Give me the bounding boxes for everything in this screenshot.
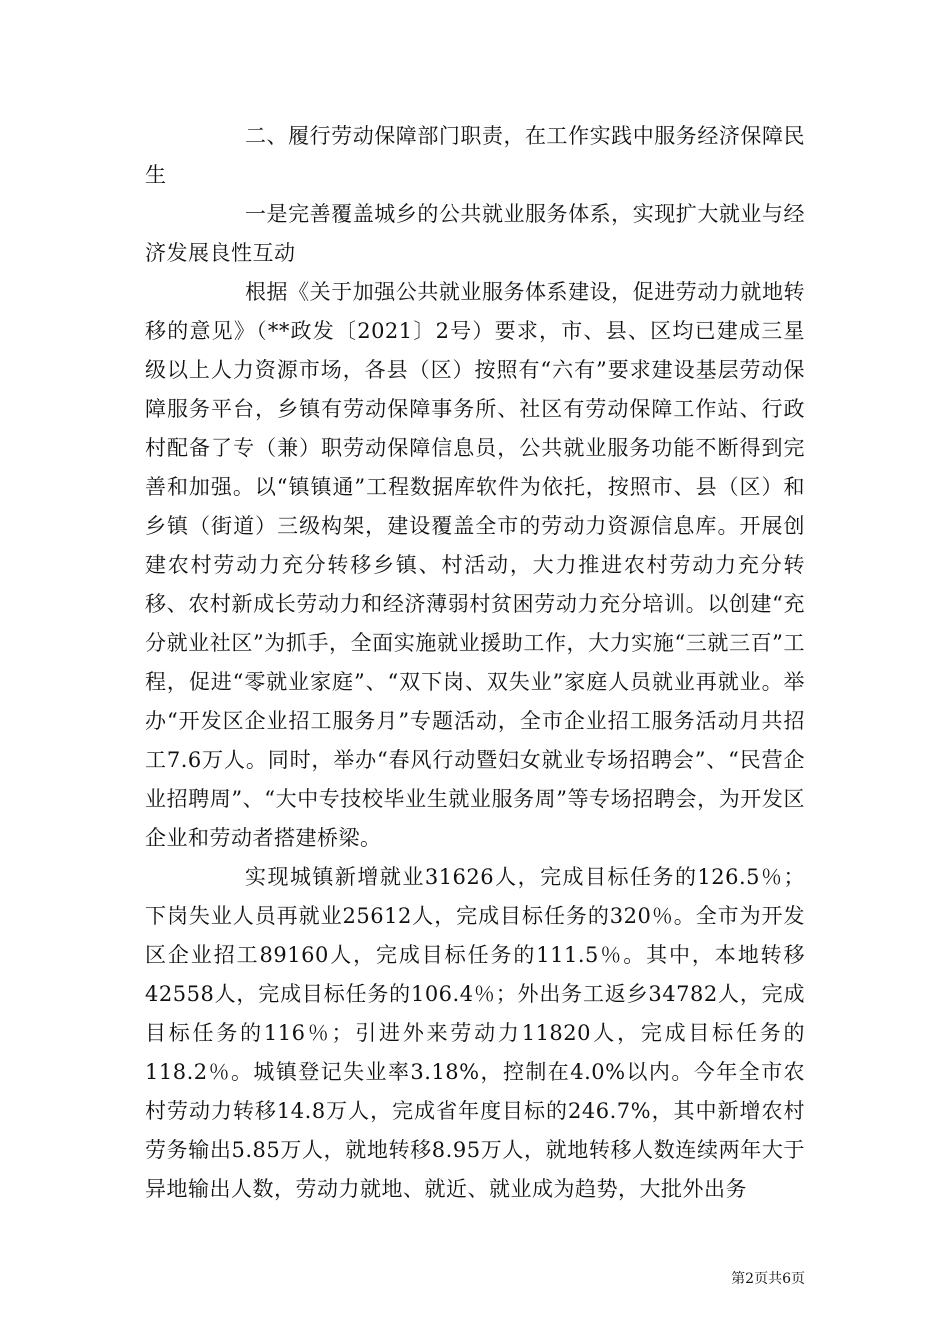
subsection-heading: 一是完善覆盖城乡的公共就业服务体系，实现扩大就业与经济发展良性互动 bbox=[145, 202, 805, 265]
document-body bbox=[145, 117, 805, 1209]
page-number-footer: 第2页共6页 bbox=[731, 1271, 805, 1287]
section-heading: 二、履行劳动保障部门职责，在工作实践中服务经济保障民生 bbox=[145, 124, 805, 187]
statistics-paragraph: 实现城镇新增就业31626人，完成目标任务的126.5％；下岗失业人员再就业25612人，完成目标任务的320％。全市为开发区企业招工89160人，完成目标任务的111.5％。其中，本地转移42558人，完成目标任务的106.4％；外出务工返乡34782人，完成目标任务的116％；引进外来劳动力11820人，完成目标任务的118.2％。城镇登记失业率3.18%，控制在4.0%以内。今年全市农村劳动力转移14.8万人，完成省年度目标的246.7%，其中新增农村劳务输出5.85万人，就地转移8.95万人，就地转移人数连续两年大于异地输出人数，劳动力就地、就近、就业成为趋势，大批外出务 bbox=[145, 865, 805, 1201]
body-paragraph: 根据《关于加强公共就业服务体系建设，促进劳动力就地转移的意见》（**政发〔2021〕2号）要求，市、县、区均已建成三星级以上人力资源市场，各县（区）按照有“六有”要求建设基层劳动保障服务平台，乡镇有劳动保障事务所、社区有劳动保障工作站、行政村配备了专（兼）职劳动保障信息员，公共就业服务功能不断得到完善和加强。以“镇镇通”工程数据库软件为依托，按照市、县（区）和乡镇（街道）三级构架，建设覆盖全市的劳动力资源信息库。开展创建农村劳动力充分转移乡镇、村活动，大力推进农村劳动力充分转移、农村新成长劳动力和经济薄弱村贫困劳动力充分培训。以创建“充分就业社区”为抓手，全面实施就业援助工作，大力实施“三就三百”工程，促进“零就业家庭”、“双下岗、双失业”家庭人员就业再就业。举办“开发区企业招工服务月”专题活动，全市企业招工服务活动月共招工7.6万人。同时，举办“春风行动暨妇女就业专场招聘会”、“民营企业招聘周”、“大中专技校毕业生就业服务周”等专场招聘会，为开发区企业和劳动者搭建桥梁。 bbox=[145, 280, 805, 850]
